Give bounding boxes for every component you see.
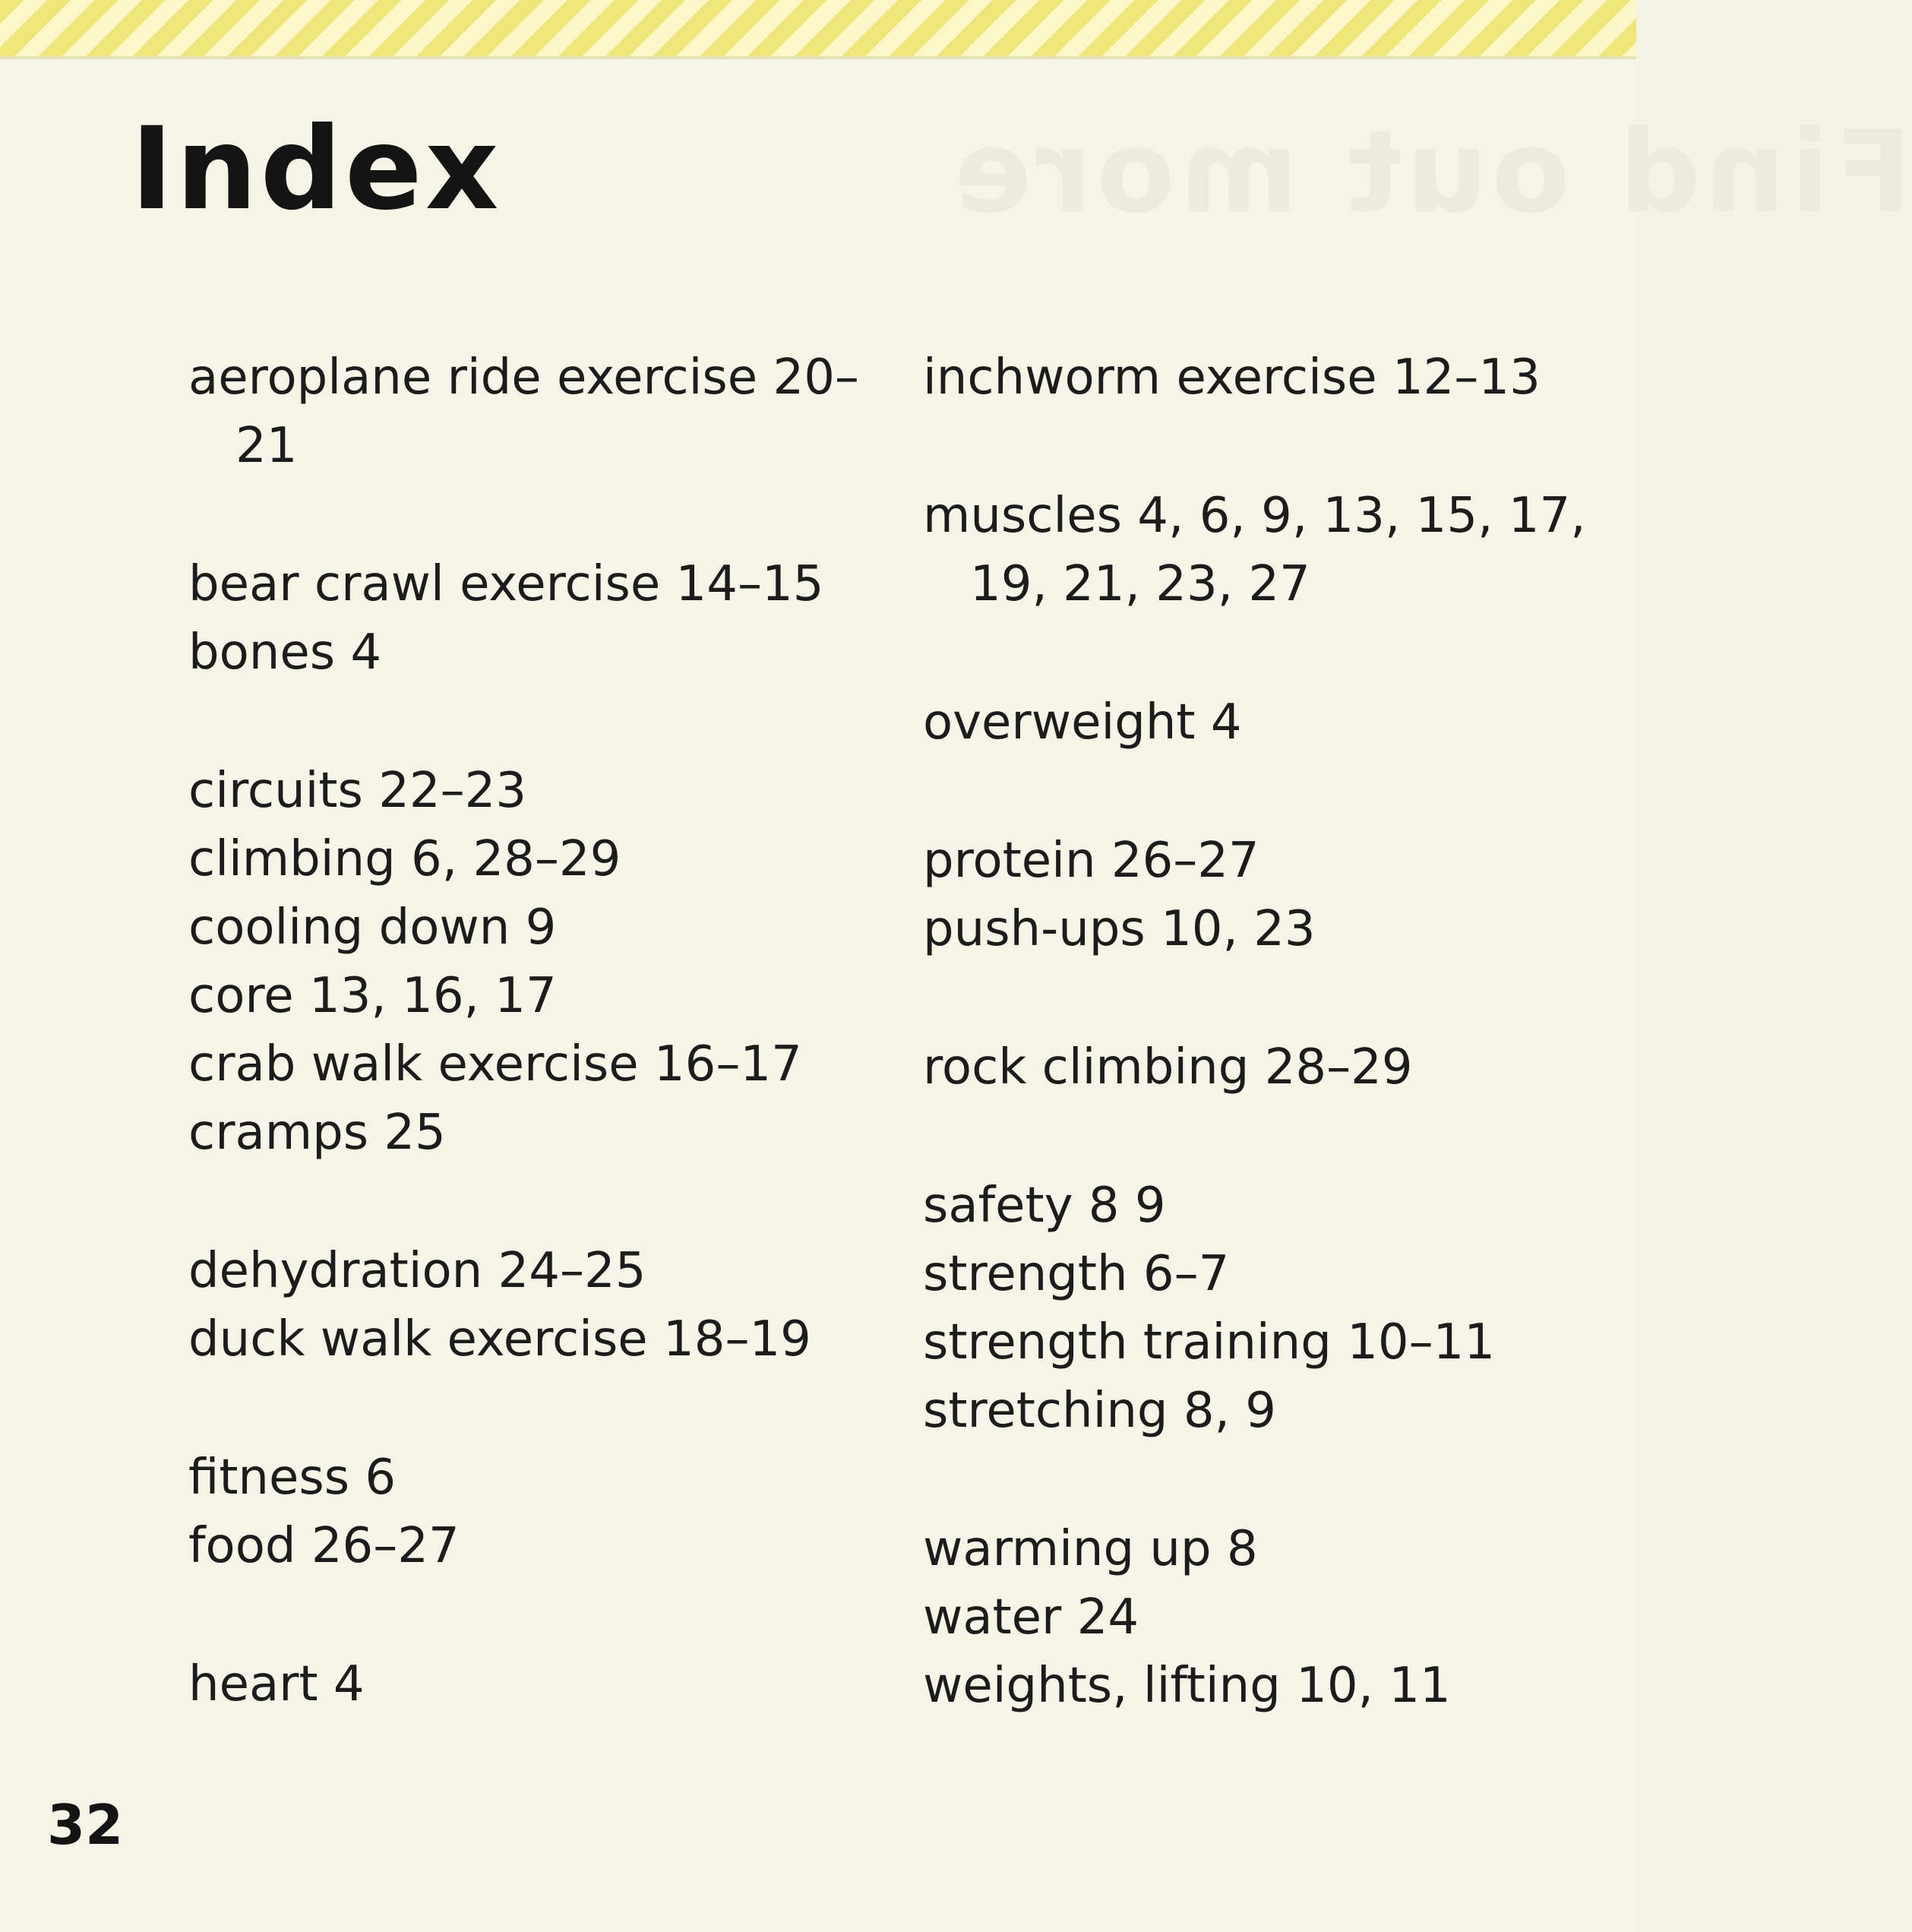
index-entry: strength training 10–11 [923,1314,1496,1371]
index-entry: inchworm exercise 12–13 [923,349,1541,406]
stripe-band-edge [0,56,1636,59]
index-entry: warming up 8 [923,1521,1258,1577]
index-entry: rock climbing 28–29 [923,1039,1413,1096]
show-through-heading: Find out more [950,106,1912,239]
index-entry: fitness 6 [188,1450,397,1506]
page-number: 32 [47,1793,124,1857]
index-entry: bear crawl exercise 14–15 [188,556,824,612]
index-entry: water 24 [923,1589,1139,1646]
index-entry: cooling down 9 [188,900,557,956]
index-entry: circuits 22–23 [188,763,527,819]
index-entry: dehydration 24–25 [188,1243,646,1299]
index-column-right [923,343,1607,1720]
index-entry: core 13, 16, 17 [188,968,557,1024]
index-entry: aeroplane ride exercise 20–21 [188,349,859,474]
index-entry: weights, lifting 10, 11 [923,1658,1451,1714]
index-entry: heart 4 [188,1656,365,1712]
index-entry: safety 8 9 [923,1178,1166,1234]
index-entry: push-ups 10, 23 [923,901,1316,957]
index-entry: protein 26–27 [923,833,1259,889]
index-entry: crab walk exercise 16–17 [188,1036,802,1092]
page-title: Index [131,103,502,236]
index-entry: strength 6–7 [923,1246,1230,1302]
index-entry: cramps 25 [188,1105,446,1161]
index-entry: climbing 6, 28–29 [188,831,621,887]
index-column-left [188,343,872,1719]
index-entry: food 26–27 [188,1518,460,1574]
index-entry: stretching 8, 9 [923,1383,1276,1439]
index-entry: overweight 4 [923,694,1242,751]
index-entry: muscles 4, 6, 9, 13, 15, 17, 19, 21, 23, 27 [923,488,1586,612]
index-entry: bones 4 [188,625,382,681]
index-entry: duck walk exercise 18–19 [188,1311,811,1368]
decorative-stripe-band [0,0,1636,56]
